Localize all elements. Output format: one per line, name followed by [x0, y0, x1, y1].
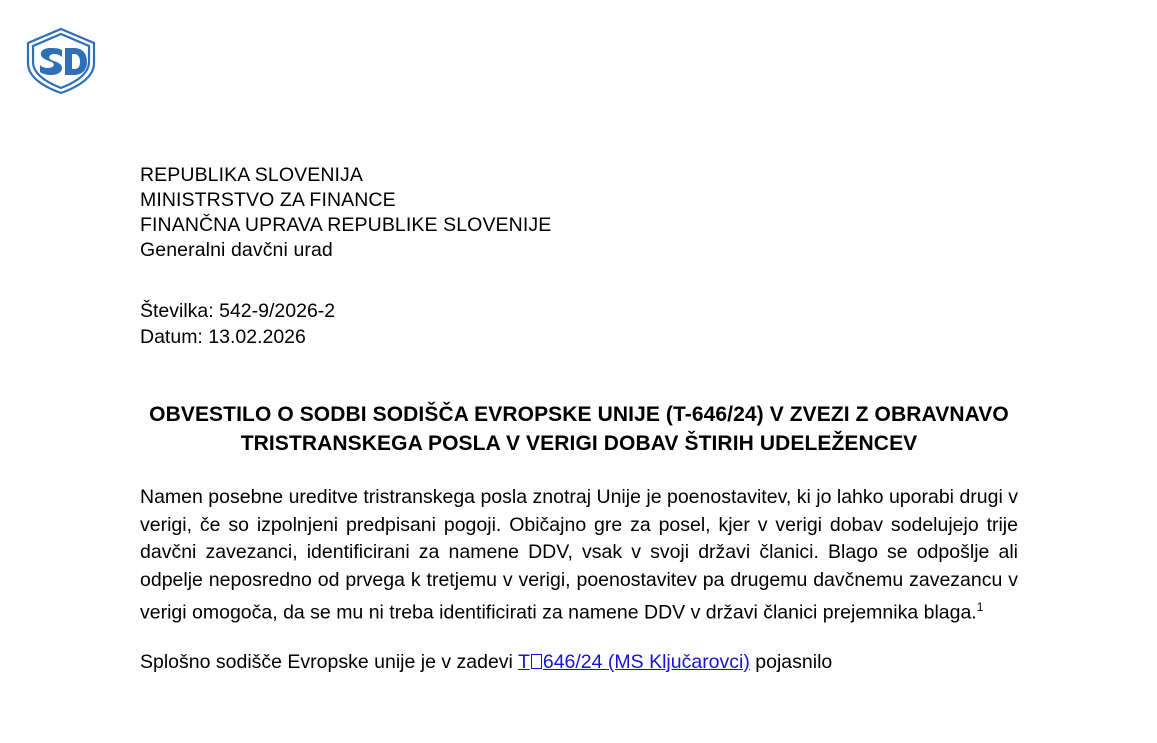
organization-line-3: FINANČNA UPRAVA REPUBLIKE SLOVENIJE	[140, 214, 552, 236]
page-title: OBVESTILO O SODBI SODIŠČA EVROPSKE UNIJE (T-646/24) V ZVEZI Z OBRAVNAVO TRISTRANSKEGA POSLA V VERIGI DOBAV ŠTIRIH UDELEŽENCEV	[149, 403, 1009, 455]
case-link[interactable]	[518, 651, 750, 673]
organization-line-2: MINISTRSTVO ZA FINANCE	[140, 189, 396, 211]
organization-line-4: Generalni davčni urad	[140, 239, 333, 261]
document-content	[140, 0, 1018, 677]
paragraph-court-case	[140, 649, 1018, 677]
paragraph-intro	[140, 484, 1018, 627]
paragraph-intro-text: Namen posebne ureditve tristranskega posla znotraj Unije je poenostavitev, ki jo lahko uporabi drugi v verigi, če so izpolnjeni predpisani pogoji. Običajno gre za posel, kjer v verigi dobav sodelujejo trije davčni zavezanci, identificirani za namene DDV, vsak v svoji državi članici. Blago se odpošlje ali odpelje neposredno od prvega k tretjemu v verigi, poenostavitev pa drugemu davčnemu zavezancu v verigi omogoča, da se mu ni treba identificirati za namene DDV v državi članici prejemnika blaga.	[140, 486, 1018, 624]
organization-block	[140, 163, 1018, 263]
document-date: Datum: 13.02.2026	[140, 326, 306, 348]
paragraph-court-case-suffix: pojasnilo	[749, 651, 833, 673]
missing-glyph-icon	[531, 654, 542, 669]
paragraph-court-case-prefix: Splošno sodišče Evropske unije je v zadevi	[140, 651, 518, 673]
organization-line-1: REPUBLIKA SLOVENIJA	[140, 164, 363, 186]
case-link-label: 646/24 (MS Ključarovci)	[542, 651, 750, 673]
case-link-prefix: T	[517, 651, 530, 673]
reference-block	[140, 298, 1018, 350]
document-number: Številka: 542-9/2026-2	[140, 300, 336, 322]
footnote-marker: 1	[976, 600, 984, 614]
financial-administration-logo	[20, 26, 102, 96]
